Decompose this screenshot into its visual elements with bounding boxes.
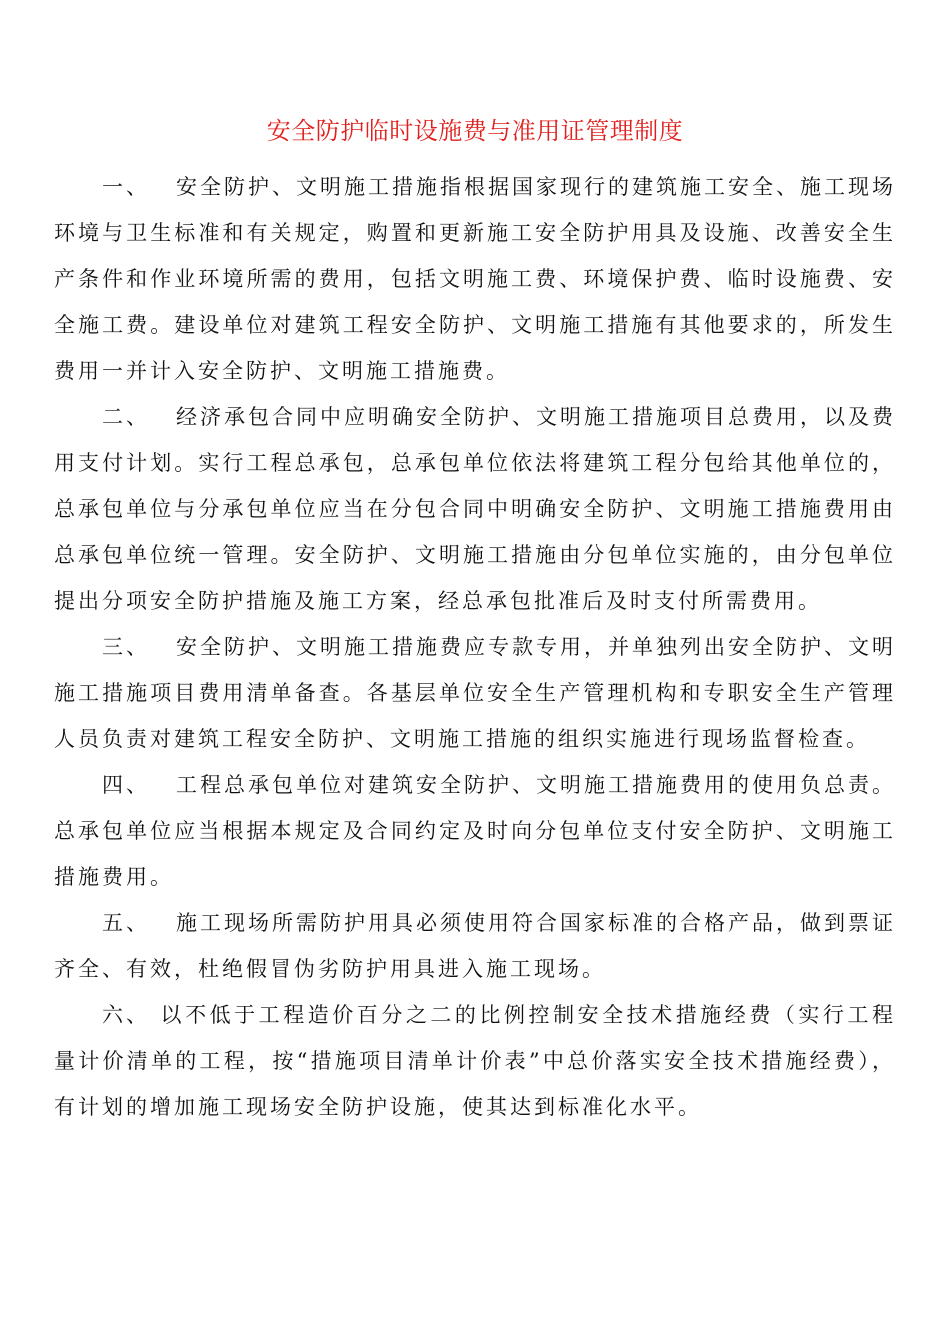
paragraph-text: 施工现场所需防护用具必须使用符合国家标准的合格产品，做到票证齐全、有效，杜绝假冒伪劣防护用具进入施工现场。: [54, 911, 896, 981]
paragraph-text: 以不低于工程造价百分之二的比例控制安全技术措施经费（实行工程量计价清单的工程，按“措施项目清单计价表”中总价落实安全技术措施经费），有计划的增加施工现场安全防护设施，使其达到标准化水平。: [54, 1003, 896, 1119]
document-body: [54, 164, 896, 1130]
paragraph-2: [54, 394, 896, 624]
paragraph-3: [54, 624, 896, 762]
paragraph-number: 三、: [102, 635, 150, 659]
document-title: 安全防护临时设施费与准用证管理制度: [266, 117, 684, 145]
paragraph-4: [54, 762, 896, 900]
paragraph-text: 安全防护、文明施工措施费应专款专用，并单独列出安全防护、文明施工措施项目费用清单备查。各基层单位安全生产管理机构和专职安全生产管理人员负责对建筑工程安全防护、文明施工措施的组织实施进行现场监督检查。: [54, 635, 896, 751]
paragraph-text: 工程总承包单位对建筑安全防护、文明施工措施费用的使用负总责。总承包单位应当根据本规定及合同约定及时向分包单位支付安全防护、文明施工措施费用。: [54, 773, 896, 889]
paragraph-1: [54, 164, 896, 394]
paragraph-6: [54, 992, 896, 1130]
paragraph-number: 一、: [102, 175, 150, 199]
paragraph-number: 六、: [102, 1003, 150, 1027]
paragraph-text: 安全防护、文明施工措施指根据国家现行的建筑施工安全、施工现场环境与卫生标准和有关规定，购置和更新施工安全防护用具及设施、改善安全生产条件和作业环境所需的费用，包括文明施工费、环境保护费、临时设施费、安全施工费。建设单位对建筑工程安全防护、文明施工措施有其他要求的，所发生费用一并计入安全防护、文明施工措施费。: [54, 175, 896, 383]
paragraph-text: 经济承包合同中应明确安全防护、文明施工措施项目总费用，以及费用支付计划。实行工程总承包，总承包单位依法将建筑工程分包给其他单位的，总承包单位与分承包单位应当在分包合同中明确安全防护、文明施工措施费用由总承包单位统一管理。安全防护、文明施工措施由分包单位实施的，由分包单位提出分项安全防护措施及施工方案，经总承包批准后及时支付所需费用。: [54, 405, 896, 613]
paragraph-5: [54, 900, 896, 992]
paragraph-number: 四、: [102, 773, 150, 797]
paragraph-number: 二、: [102, 405, 150, 429]
paragraph-number: 五、: [102, 911, 150, 935]
